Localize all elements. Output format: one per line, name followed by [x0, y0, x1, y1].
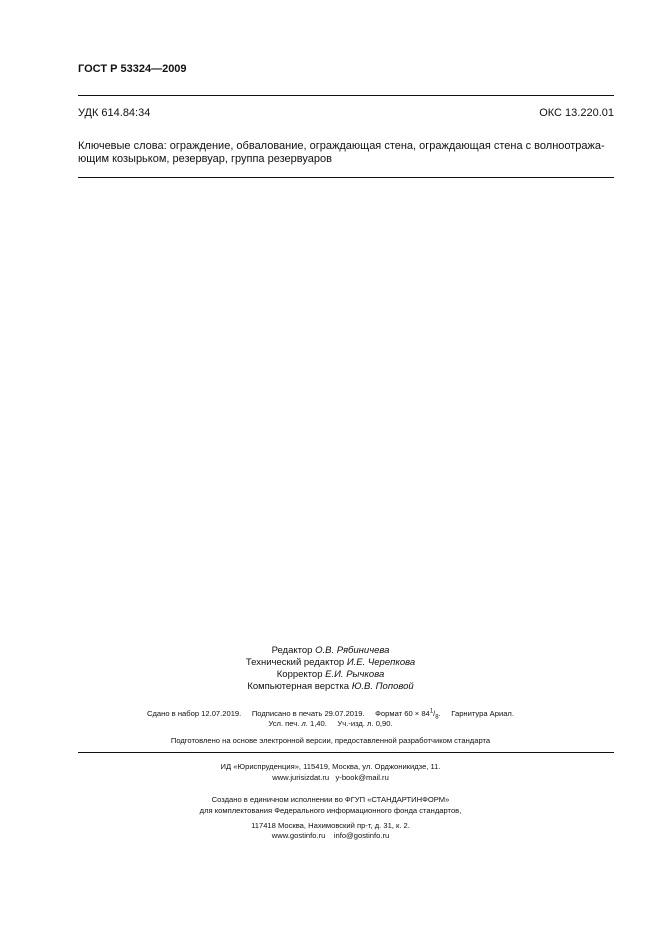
- publisher-line-6: [0, 831, 661, 840]
- tech-editor-label: Технический редактор: [245, 657, 345, 668]
- corrector-line: [0, 669, 661, 681]
- udk-code: УДК 614.84:34: [78, 107, 151, 119]
- classification-row: [78, 107, 614, 119]
- editor-name: О.В. Рябиничева: [315, 645, 390, 656]
- corrector-name: Е.И. Рычкова: [325, 669, 385, 680]
- header-rule: [78, 95, 614, 96]
- standard-code: ГОСТ Р 53324—2009: [78, 63, 187, 75]
- credits-block: [0, 645, 661, 693]
- editor-label: Редактор: [271, 645, 313, 656]
- editor-line: [0, 645, 661, 657]
- imprint-line-1: [0, 708, 661, 721]
- pub-sheets: Уч.-изд. л. 0,90.: [337, 719, 393, 728]
- imprint-line-2: [0, 719, 661, 728]
- keywords: [78, 140, 614, 166]
- format-denominator: 8: [435, 714, 439, 721]
- publisher-line-3: Создано в единичном исполнении во ФГУП «СТАНДАРТИНФОРМ»: [211, 795, 450, 804]
- layout-line: [0, 681, 661, 693]
- format-slash: /: [433, 709, 436, 718]
- print-sheets-prefix: Усл. печ.: [268, 719, 300, 728]
- publisher-email-link[interactable]: y-book@mail.ru: [335, 773, 389, 782]
- publisher-line-2: [0, 773, 661, 782]
- print-sheets-l: л.: [301, 719, 308, 728]
- gostinfo-email-link[interactable]: info@gostinfo.ru: [333, 831, 390, 840]
- imprint-rule: [78, 752, 614, 753]
- format-numerator: 1: [429, 708, 434, 715]
- publisher-line-1: ИД «Юриспруденция», 115419, Москва, ул. Орджоникидзе, 11.: [220, 762, 441, 771]
- publisher-site-link[interactable]: www.jurisizdat.ru: [272, 773, 330, 782]
- sent-to-set: Сдано в набор 12.07.2019.: [147, 709, 242, 718]
- prepared-note: Подготовлено на основе электронной версии, предоставленной разработчиком стандарта: [170, 736, 491, 745]
- publisher-line-5: 117418 Москва, Нахимовский пр-т, д. 31, к. 2.: [251, 821, 410, 830]
- keywords-rule: [78, 177, 614, 178]
- corrector-label: Корректор: [276, 669, 323, 680]
- publisher-line-4: для комплектования Федерального информационного фонда стандартов,: [199, 806, 462, 815]
- tech-editor-line: [0, 657, 661, 669]
- format: [375, 708, 441, 721]
- keywords-line-2: ющим козырьком, резервуар, группа резервуаров: [78, 153, 332, 165]
- format-prefix: Формат 60 × 84: [375, 709, 430, 718]
- gostinfo-site-link[interactable]: www.gostinfo.ru: [271, 831, 326, 840]
- print-sheets: [268, 719, 326, 728]
- typeface: Гарнитура Ариал.: [451, 709, 514, 718]
- keywords-line-1: Ключевые слова: ограждение, обвалование, ограждающая стена, ограждающая стена с волноотража-: [78, 140, 605, 152]
- signed-print: Подписано в печать 29.07.2019.: [251, 709, 365, 718]
- layout-name: Ю.В. Поповой: [351, 681, 414, 692]
- tech-editor-name: И.Е. Черепкова: [346, 657, 416, 668]
- format-suffix: .: [438, 709, 441, 718]
- layout-label: Компьютерная верстка: [247, 681, 350, 692]
- oks-code: ОКС 13.220.01: [539, 107, 614, 119]
- print-sheets-value: 1,40.: [309, 719, 327, 728]
